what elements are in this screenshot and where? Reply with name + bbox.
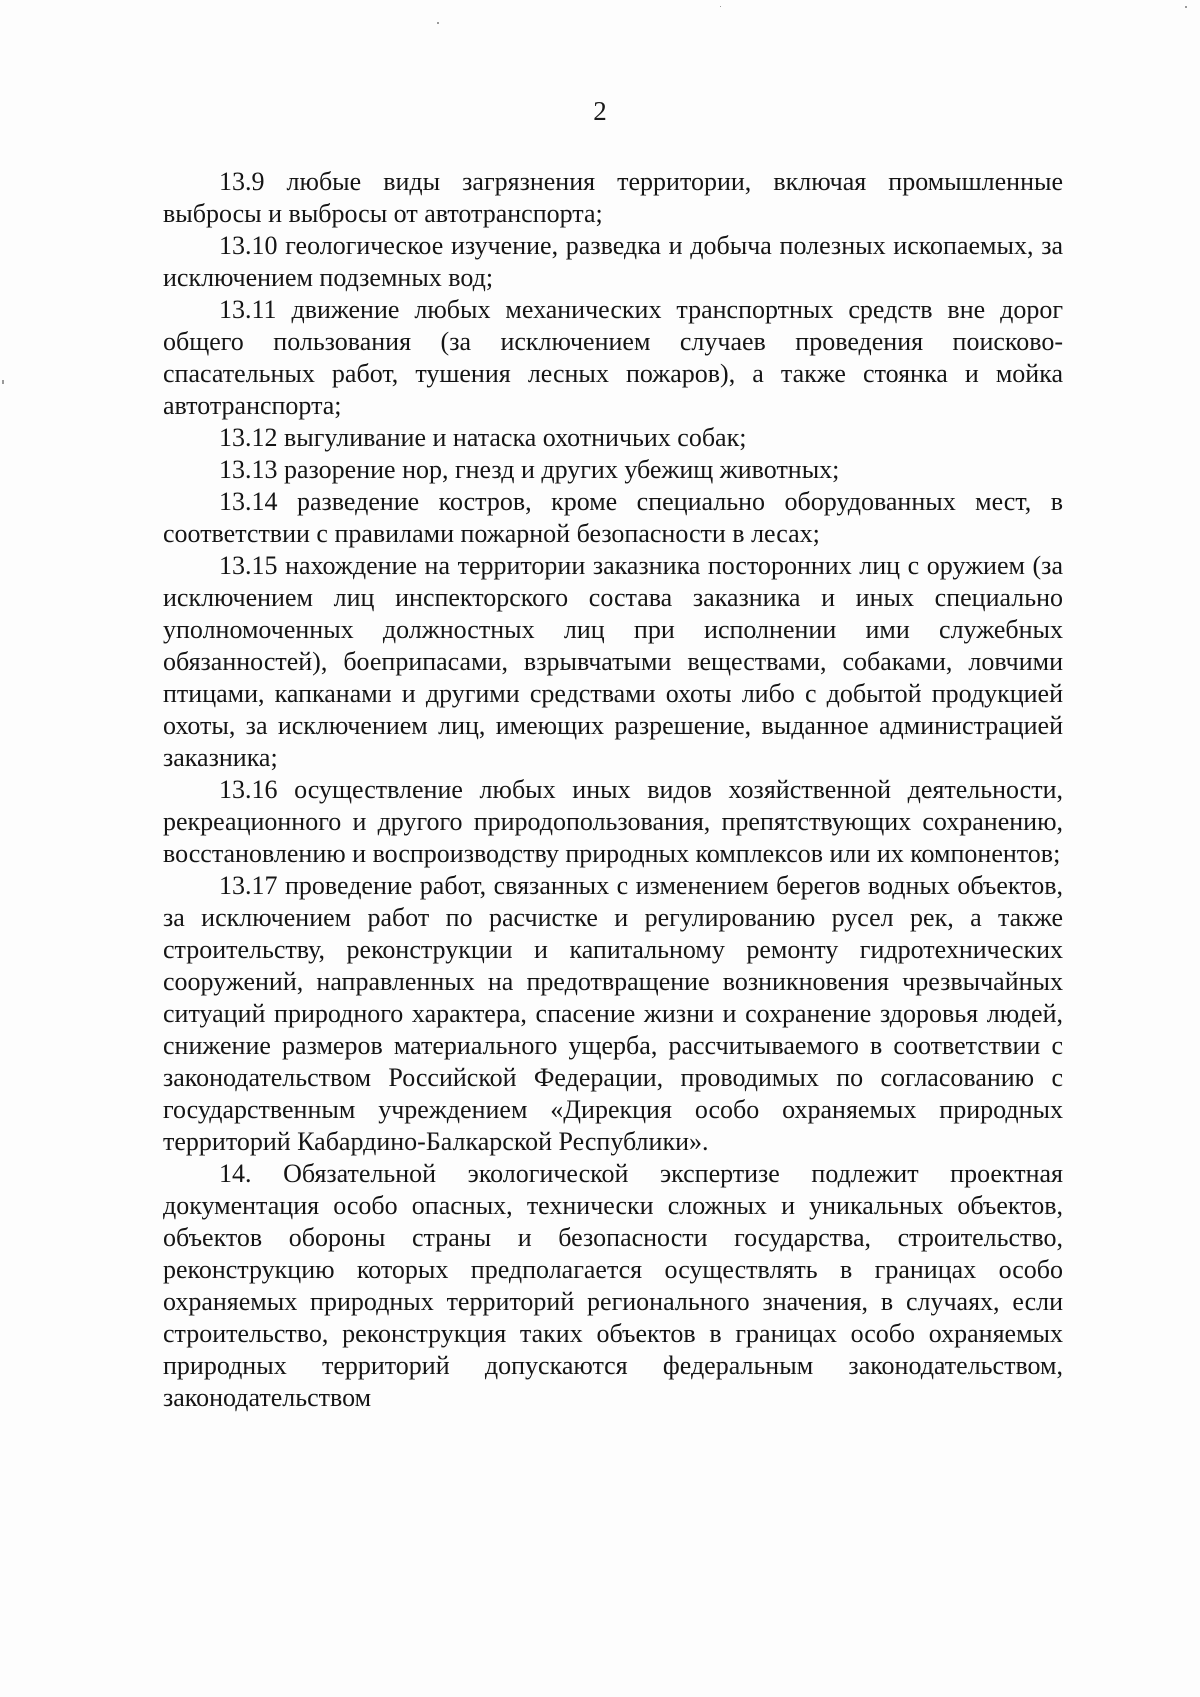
scan-speck [1185, 6, 1187, 8]
paragraph-13-11: 13.11 движение любых механических транспортных средств вне дорог общего пользования (за исключением случаев проведения поисково-спасательных работ, тушения лесных пожаров), а также стоянка и мойка автотранспорта; [163, 295, 1063, 420]
paragraph-13-12: 13.12 выгуливание и натаска охотничьих собак; [219, 423, 747, 452]
scan-speck [720, 6, 721, 7]
document-body [163, 166, 1063, 1414]
paragraph-13-15: 13.15 нахождение на территории заказника посторонних лиц с оружием (за исключением лиц инспекторского состава заказника и иных специально уполномоченных должностных лиц при исполнении ими служебных обязанностей), боеприпасами, взрывчатыми веществами, собаками, ловчими птицами, капканами и другими средствами охоты либо с добытой продукцией охоты, за исключением лиц, имеющих разрешение, выданное администрацией заказника; [163, 551, 1063, 772]
paragraph-14: 14. Обязательной экологической экспертизе подлежит проектная документация особо опасных, технически сложных и уникальных объектов, объектов обороны страны и безопасности государства, строительство, реконструкцию которых предполагается осуществлять в границах особо охраняемых природных территорий регионального значения, в случаях, если строительство, реконструкция таких объектов в границах особо охраняемых природных территорий допускаются федеральным законодательством, законодательством [163, 1159, 1063, 1412]
scan-speck [437, 22, 439, 24]
paragraph-13-17: 13.17 проведение работ, связанных с изменением берегов водных объектов, за исключением работ по расчистке и регулированию русел рек, а также строительству, реконструкции и капитальному ремонту гидротехнических сооружений, направленных на предотвращение возникновения чрезвычайных ситуаций природного характера, спасение жизни и сохранение здоровья людей, снижение размеров материального ущерба, рассчитываемого в соответствии с законодательством Российской Федерации, проводимых по согласованию с государственным учреждением «Дирекция особо охраняемых природных территорий Кабардино-Балкарской Республики». [163, 871, 1063, 1156]
paragraph-13-16: 13.16 осуществление любых иных видов хозяйственной деятельности, рекреационного и другого природопользования, препятствующих сохранению, восстановлению и воспроизводству природных комплексов или их компонентов; [163, 775, 1063, 868]
paragraph-13-13: 13.13 разорение нор, гнезд и других убежищ животных; [219, 455, 840, 484]
scan-speck [2, 380, 4, 384]
paragraph-13-14: 13.14 разведение костров, кроме специально оборудованных мест, в соответствии с правилами пожарной безопасности в лесах; [163, 487, 1063, 548]
paragraph-13-9: 13.9 любые виды загрязнения территории, включая промышленные выбросы и выбросы от автотранспорта; [163, 167, 1063, 228]
page-number: 2 [593, 96, 607, 126]
paragraph-13-10: 13.10 геологическое изучение, разведка и добыча полезных ископаемых, за исключением подземных вод; [163, 231, 1063, 292]
